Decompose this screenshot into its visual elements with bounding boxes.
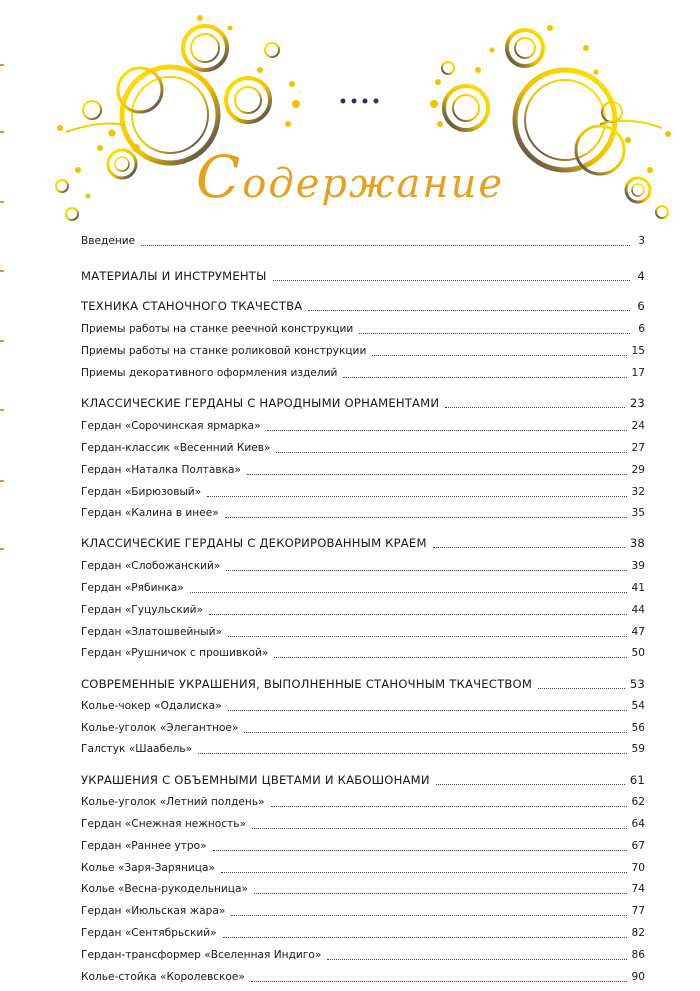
dot-leader xyxy=(228,635,627,637)
toc-entry xyxy=(81,504,645,522)
toc-label: Гердан «Рябинка» xyxy=(81,582,184,594)
toc-label: Гердан «Калина в инее» xyxy=(81,507,219,519)
dot-leader xyxy=(225,516,627,518)
toc-page-number: 50 xyxy=(631,647,645,659)
toc-entry xyxy=(81,968,645,986)
toc-label: УКРАШЕНИЯ С ОБЪЕМНЫМИ ЦВЕТАМИ И КАБОШОНАМИ xyxy=(81,773,430,787)
toc-entry xyxy=(81,601,645,619)
toc-entry xyxy=(81,793,645,811)
toc-page-number: 6 xyxy=(638,323,645,335)
toc-page-number: 67 xyxy=(631,840,645,852)
toc-label: КЛАССИЧЕСКИЕ ГЕРДАНЫ С ДЕКОРИРОВАННЫМ КРАЕМ xyxy=(81,536,427,550)
toc-page-number: 23 xyxy=(629,396,645,410)
toc-page-number: 59 xyxy=(631,743,645,755)
toc-page-number: 6 xyxy=(637,299,645,313)
toc-label: Гердан «Раннее утро» xyxy=(81,840,207,852)
toc-entry xyxy=(81,417,645,435)
toc-page-number: 56 xyxy=(631,722,645,734)
toc-page-number: 38 xyxy=(629,536,645,550)
toc-page-number: 70 xyxy=(631,862,645,874)
toc-label: Приемы работы на станке роликовой конструкции xyxy=(81,345,367,357)
dot-leader xyxy=(276,451,626,453)
toc-label: Гердан «Рушничок с прошивкой» xyxy=(81,647,269,659)
toc-page-number: 44 xyxy=(631,604,645,616)
toc-page-number: 29 xyxy=(631,464,645,476)
toc-page-number: 77 xyxy=(631,905,645,917)
toc-label: Введение xyxy=(81,235,136,247)
dot-leader xyxy=(223,936,627,938)
title-rest: одержание xyxy=(242,161,505,207)
toc-entry xyxy=(81,232,645,250)
toc-entry xyxy=(81,320,645,338)
toc-label: КЛАССИЧЕСКИЕ ГЕРДАНЫ С НАРОДНЫМИ ОРНАМЕНТАМИ xyxy=(81,396,440,410)
toc-entry xyxy=(81,697,645,715)
toc-entry xyxy=(81,623,645,641)
toc-label: Гердан «Сорочинская ярмарка» xyxy=(81,420,261,432)
dot-leader xyxy=(372,354,626,356)
toc-page-number: 17 xyxy=(631,367,645,379)
toc-section xyxy=(81,771,645,789)
dot-leader xyxy=(244,731,626,733)
dot-leader xyxy=(209,613,627,615)
toc-page-number: 53 xyxy=(629,677,645,691)
toc-entry xyxy=(81,837,645,855)
toc-entry xyxy=(81,946,645,964)
toc-page-number: 47 xyxy=(631,626,645,638)
toc-page-number: 64 xyxy=(631,818,645,830)
toc-page-number: 15 xyxy=(631,345,645,357)
dot-leader xyxy=(433,546,625,548)
dot-leader xyxy=(226,569,626,571)
toc-entry xyxy=(81,557,645,575)
toc-label: Приемы работы на станке реечной конструкции xyxy=(81,323,354,335)
toc-page-number: 74 xyxy=(631,883,645,895)
toc-label: Приемы декоративного оформления изделий xyxy=(81,367,338,379)
toc-page-number: 54 xyxy=(631,700,645,712)
dot-leader xyxy=(228,709,627,711)
toc-label: ТЕХНИКА СТАНОЧНОГО ТКАЧЕСТВА xyxy=(81,299,303,313)
toc-section xyxy=(81,394,645,412)
dot-leader xyxy=(343,376,626,378)
toc-entry xyxy=(81,342,645,360)
toc-entry xyxy=(81,740,645,758)
toc-page-number: 35 xyxy=(631,507,645,519)
toc-entry xyxy=(81,483,645,501)
toc-page-number: 32 xyxy=(631,486,645,498)
toc-section xyxy=(81,675,645,693)
toc-entry xyxy=(81,859,645,877)
dot-leader xyxy=(213,849,627,851)
toc-label: Колье-чокер «Одалиска» xyxy=(81,700,222,712)
toc-page-number: 86 xyxy=(631,949,645,961)
dot-leader xyxy=(359,332,630,334)
toc-label: Колье-стойка «Королевское» xyxy=(81,971,245,983)
toc-label: Колье-уголок «Летний полдень» xyxy=(81,796,265,808)
toc-entry xyxy=(81,579,645,597)
toc-page-number: 3 xyxy=(638,235,645,247)
dot-leader xyxy=(327,958,626,960)
toc-label: Гердан «Снежная нежность» xyxy=(81,818,246,830)
dot-leader xyxy=(273,279,630,281)
toc-entry xyxy=(81,364,645,382)
dot-leader xyxy=(274,656,626,658)
dot-leader xyxy=(198,752,626,754)
toc-entry xyxy=(81,924,645,942)
toc-label: Гердан-трансформер «Вселенная Индиго» xyxy=(81,949,322,961)
dot-leader xyxy=(251,980,627,982)
toc-section xyxy=(81,267,645,285)
toc-label: Гердан-классик «Весенний Киев» xyxy=(81,442,271,454)
toc-label: Гердан «Сентябрьский» xyxy=(81,927,217,939)
toc-label: Колье «Заря-Заряница» xyxy=(81,862,215,874)
dot-leader xyxy=(207,495,626,497)
dot-leader xyxy=(231,914,626,916)
toc-entry xyxy=(81,439,645,457)
dot-leader xyxy=(141,244,630,246)
toc-page-number: 41 xyxy=(631,582,645,594)
dot-leader xyxy=(271,805,627,807)
toc-label: Колье-уголок «Элегантное» xyxy=(81,722,239,734)
dot-leader xyxy=(308,309,630,311)
toc-page-number: 39 xyxy=(631,560,645,572)
dot-leader xyxy=(254,892,627,894)
toc-page-number: 27 xyxy=(631,442,645,454)
toc-entry xyxy=(81,719,645,737)
toc-label: Колье «Весна-рукодельница» xyxy=(81,883,248,895)
toc-page-number: 24 xyxy=(631,420,645,432)
toc-page-number: 90 xyxy=(631,971,645,983)
toc-label: Гердан «Златошвейный» xyxy=(81,626,222,638)
dot-leader xyxy=(252,827,627,829)
toc-entry xyxy=(81,880,645,898)
dot-leader xyxy=(247,473,627,475)
title-initial: С xyxy=(195,143,243,211)
dot-leader xyxy=(221,871,627,873)
dot-leader xyxy=(445,406,625,408)
toc-entry xyxy=(81,644,645,662)
toc-section xyxy=(81,297,645,315)
toc-label: Гердан «Июльская жара» xyxy=(81,905,226,917)
toc-label: МАТЕРИАЛЫ И ИНСТРУМЕНТЫ xyxy=(81,269,267,283)
dot-leader xyxy=(538,687,625,689)
toc-label: Гердан «Гуцульский» xyxy=(81,604,203,616)
toc-entry xyxy=(81,902,645,920)
toc-page-number: 4 xyxy=(637,269,645,283)
toc-label: Гердан «Наталка Полтавка» xyxy=(81,464,241,476)
toc-label: Галстук «Шаабель» xyxy=(81,743,193,755)
dot-leader xyxy=(190,591,627,593)
toc-entry xyxy=(81,461,645,479)
dot-leader xyxy=(436,783,625,785)
toc-label: Гердан «Бирюзовый» xyxy=(81,486,202,498)
toc-page-number: 82 xyxy=(631,927,645,939)
toc-page-number: 62 xyxy=(631,796,645,808)
toc-section xyxy=(81,534,645,552)
page-title xyxy=(0,143,700,211)
toc-label: Гердан «Слобожанский» xyxy=(81,560,221,572)
toc-label: СОВРЕМЕННЫЕ УКРАШЕНИЯ, ВЫПОЛНЕННЫЕ СТАНОЧНЫМ ТКАЧЕСТВОМ xyxy=(81,677,533,691)
dot-leader xyxy=(267,429,627,431)
toc-entry xyxy=(81,815,645,833)
toc-page-number: 61 xyxy=(629,773,645,787)
